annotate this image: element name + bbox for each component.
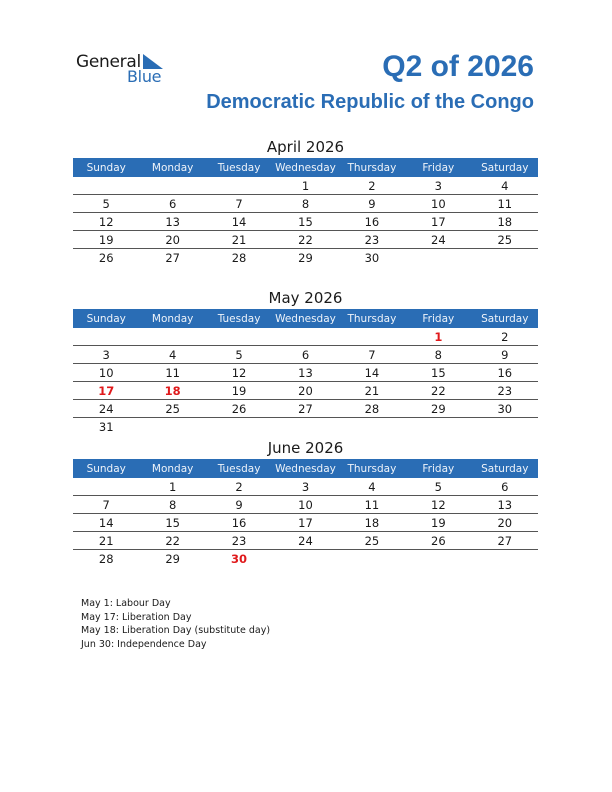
week-row (73, 213, 538, 231)
day-cell: 3 (272, 478, 338, 496)
day-cell: 19 (206, 382, 272, 400)
day-cell: 12 (206, 364, 272, 382)
day-cell: 26 (206, 400, 272, 418)
day-cell: 7 (339, 346, 405, 364)
day-cell: 24 (405, 231, 471, 249)
day-cell: 5 (73, 195, 139, 213)
day-cell: 1 (405, 328, 471, 346)
weekday-header: Saturday (472, 309, 538, 328)
day-cell: 14 (206, 213, 272, 231)
day-cell: 3 (73, 346, 139, 364)
month-title: May 2026 (268, 289, 343, 307)
weekday-header: Tuesday (206, 309, 272, 328)
day-cell: 31 (98, 419, 114, 434)
day-cell: 23 (339, 231, 405, 249)
day-cell: 7 (73, 496, 139, 514)
weekday-header: Wednesday (272, 459, 338, 478)
empty-day-cell (339, 550, 405, 568)
day-cell: 29 (405, 400, 471, 418)
week-row (73, 249, 538, 267)
calendar-table (73, 459, 538, 567)
weekday-header: Thursday (339, 158, 405, 177)
day-cell: 30 (364, 250, 380, 265)
day-cell: 11 (139, 364, 205, 382)
day-cell: 28 (231, 250, 247, 265)
month-april (73, 136, 538, 266)
day-cell: 17 (405, 213, 471, 231)
weekday-header: Wednesday (272, 158, 338, 177)
day-cell: 5 (206, 346, 272, 364)
month-title: June 2026 (267, 439, 344, 457)
empty-day-cell (272, 418, 338, 436)
weekday-header: Friday (405, 309, 471, 328)
day-cell: 9 (339, 195, 405, 213)
day-cell: 10 (272, 496, 338, 514)
day-cell: 22 (272, 231, 338, 249)
month-title: April 2026 (266, 138, 345, 156)
week-row (73, 364, 538, 382)
day-cell: 6 (272, 346, 338, 364)
day-cell: 21 (206, 231, 272, 249)
day-cell: 18 (139, 382, 205, 400)
weekday-header: Monday (139, 158, 205, 177)
empty-day-cell (472, 249, 538, 267)
empty-day-cell (73, 328, 139, 346)
holiday-note: May 17: Liberation Day (81, 611, 192, 623)
empty-day-cell (73, 478, 139, 496)
week-row (73, 418, 538, 436)
logo-word-general: General (76, 52, 141, 72)
week-row (73, 514, 538, 532)
day-cell: 25 (472, 231, 538, 249)
day-cell: 28 (339, 400, 405, 418)
day-cell: 8 (139, 496, 205, 514)
day-cell: 23 (206, 532, 272, 550)
holiday-notes (81, 597, 270, 651)
day-cell: 15 (139, 514, 205, 532)
empty-day-cell (73, 177, 139, 195)
day-cell: 21 (339, 382, 405, 400)
day-cell: 15 (272, 213, 338, 231)
day-cell: 23 (472, 382, 538, 400)
day-cell: 6 (472, 478, 538, 496)
day-cell: 15 (405, 364, 471, 382)
day-cell: 26 (98, 250, 114, 265)
day-cell: 22 (405, 382, 471, 400)
week-row (73, 231, 538, 249)
weekday-header: Sunday (73, 459, 139, 478)
weekday-header: Thursday (339, 459, 405, 478)
day-cell: 24 (272, 532, 338, 550)
week-row (73, 346, 538, 364)
day-cell: 9 (206, 496, 272, 514)
day-cell: 20 (472, 514, 538, 532)
week-row (73, 496, 538, 514)
day-cell: 29 (298, 250, 313, 265)
weekday-header: Tuesday (206, 459, 272, 478)
day-cell: 13 (272, 364, 338, 382)
day-cell: 12 (73, 213, 139, 231)
day-cell: 8 (405, 346, 471, 364)
day-cell: 16 (472, 364, 538, 382)
day-cell: 14 (73, 514, 139, 532)
empty-day-cell (272, 328, 338, 346)
day-cell: 4 (472, 177, 538, 195)
logo-word-blue: Blue (127, 67, 162, 86)
day-cell: 29 (165, 551, 180, 566)
day-cell: 20 (139, 231, 205, 249)
day-cell: 2 (206, 478, 272, 496)
weekday-header: Monday (139, 459, 205, 478)
week-row (73, 532, 538, 550)
week-row (73, 195, 538, 213)
holiday-note: May 18: Liberation Day (substitute day) (81, 625, 271, 636)
day-cell: 16 (206, 514, 272, 532)
week-row (73, 400, 538, 418)
empty-day-cell (139, 418, 205, 436)
day-cell: 11 (339, 496, 405, 514)
empty-day-cell (405, 550, 471, 568)
weekday-header: Monday (139, 309, 205, 328)
day-cell: 16 (339, 213, 405, 231)
day-cell: 19 (73, 231, 139, 249)
weekday-header: Friday (405, 158, 471, 177)
empty-day-cell (339, 418, 405, 436)
empty-day-cell (472, 418, 538, 436)
empty-day-cell (472, 550, 538, 568)
day-cell: 4 (339, 478, 405, 496)
day-cell: 10 (73, 364, 139, 382)
empty-day-cell (206, 328, 272, 346)
logo (76, 52, 176, 88)
empty-day-cell (405, 249, 471, 267)
calendar-table (73, 158, 538, 266)
day-cell: 3 (405, 177, 471, 195)
day-cell: 12 (405, 496, 471, 514)
day-cell: 26 (405, 532, 471, 550)
day-cell: 30 (472, 400, 538, 418)
day-cell: 18 (339, 514, 405, 532)
calendar-table (73, 309, 538, 435)
empty-day-cell (339, 328, 405, 346)
day-cell: 1 (272, 177, 338, 195)
week-row (73, 382, 538, 400)
day-cell: 13 (472, 496, 538, 514)
day-cell: 5 (405, 478, 471, 496)
day-cell: 7 (206, 195, 272, 213)
week-row (73, 328, 538, 346)
weekday-header: Thursday (339, 309, 405, 328)
day-cell: 6 (139, 195, 205, 213)
day-cell: 22 (139, 532, 205, 550)
day-cell: 13 (139, 213, 205, 231)
holiday-note: May 1: Labour Day (81, 598, 171, 609)
weekday-header: Saturday (472, 158, 538, 177)
weekday-header: Tuesday (206, 158, 272, 177)
day-cell: 28 (98, 551, 114, 566)
day-cell: 17 (73, 382, 139, 400)
day-cell: 10 (405, 195, 471, 213)
weekday-header: Sunday (73, 309, 139, 328)
day-cell: 25 (339, 532, 405, 550)
day-cell: 2 (472, 328, 538, 346)
day-cell: 9 (472, 346, 538, 364)
empty-day-cell (139, 177, 205, 195)
day-cell: 25 (139, 400, 205, 418)
empty-day-cell (139, 328, 205, 346)
holiday-note: Jun 30: Independence Day (81, 638, 207, 650)
weekday-header: Saturday (472, 459, 538, 478)
day-cell: 11 (472, 195, 538, 213)
day-cell: 17 (272, 514, 338, 532)
page-title: Q2 of 2026 (382, 50, 534, 83)
day-cell: 27 (165, 250, 180, 265)
week-row (73, 177, 538, 195)
day-cell: 8 (272, 195, 338, 213)
week-row (73, 550, 538, 568)
day-cell: 30 (231, 551, 248, 566)
day-cell: 1 (139, 478, 205, 496)
day-cell: 18 (472, 213, 538, 231)
weekday-header: Sunday (73, 158, 139, 177)
day-cell: 21 (73, 532, 139, 550)
day-cell: 4 (139, 346, 205, 364)
empty-day-cell (272, 550, 338, 568)
day-cell: 24 (73, 400, 139, 418)
day-cell: 20 (272, 382, 338, 400)
weekday-header: Friday (405, 459, 471, 478)
page-subtitle: Democratic Republic of the Congo (206, 91, 534, 113)
month-may (73, 287, 538, 435)
weekday-header: Wednesday (272, 309, 338, 328)
day-cell: 27 (472, 532, 538, 550)
week-row (73, 478, 538, 496)
empty-day-cell (405, 418, 471, 436)
day-cell: 2 (339, 177, 405, 195)
day-cell: 19 (405, 514, 471, 532)
day-cell: 14 (339, 364, 405, 382)
month-june (73, 437, 538, 567)
empty-day-cell (206, 418, 272, 436)
empty-day-cell (206, 177, 272, 195)
day-cell: 27 (272, 400, 338, 418)
